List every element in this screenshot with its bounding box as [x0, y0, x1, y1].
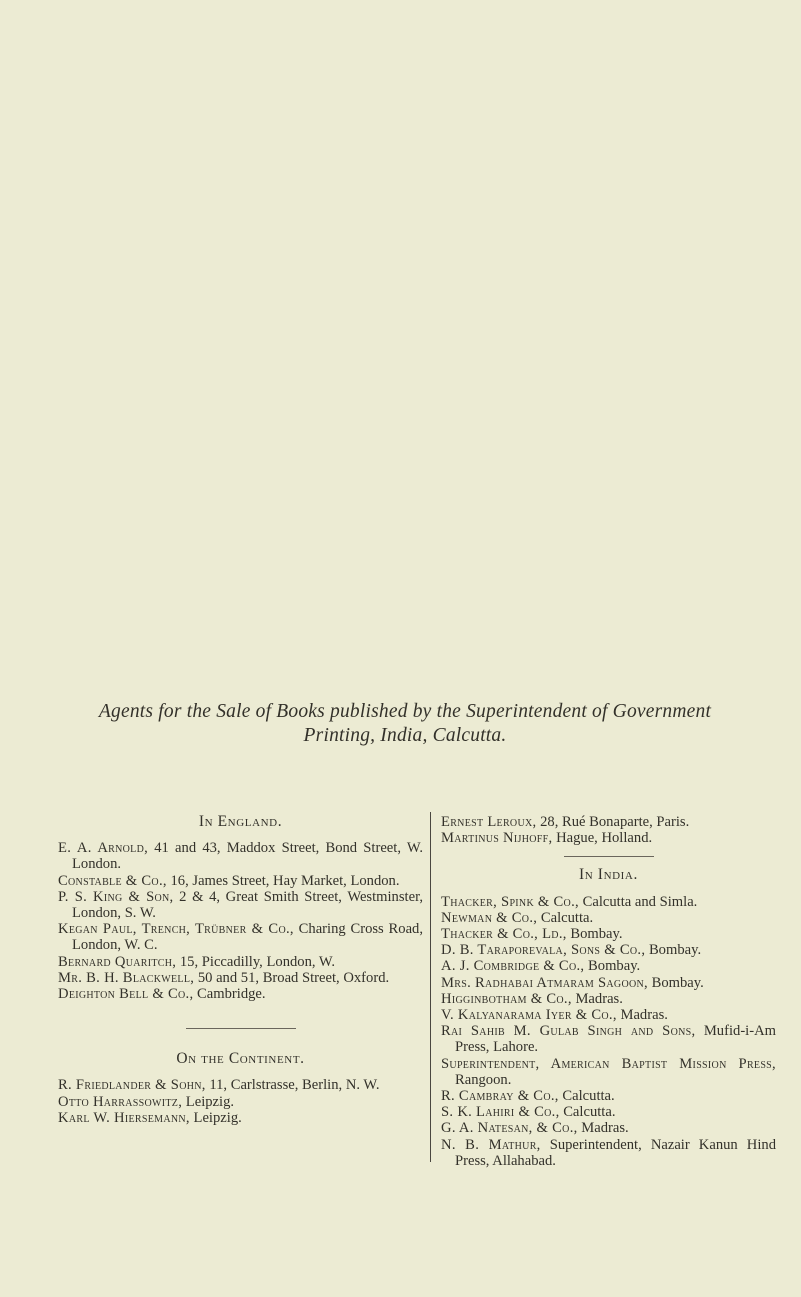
agent-entry: [441, 894, 776, 910]
agent-address: Bombay.: [645, 942, 702, 959]
agent-name: P. S. King & Son,: [58, 888, 174, 905]
page-title: [60, 700, 750, 748]
agent-address: 50 and 51, Broad Street, Oxford.: [194, 969, 390, 986]
agent-address: 2 & 4, Great Smith Street, Westminster, London, S. W.: [72, 888, 423, 922]
agent-name: Kegan Paul, Trench, Trübner & Co.,: [58, 921, 294, 938]
agent-name: G. A. Natesan, & Co.,: [441, 1120, 578, 1137]
title-line-2: Printing, India, Calcutta.: [303, 725, 507, 746]
agent-address: Calcutta and Simla.: [578, 893, 698, 910]
agent-name: Bernard Quaritch,: [58, 953, 177, 970]
agent-entry: [441, 1104, 776, 1120]
agent-name: D. B. Taraporevala, Sons & Co.,: [441, 942, 646, 959]
agent-name: A. J. Combridge & Co.,: [441, 958, 585, 975]
agent-address: 28, Rué Bonaparte, Paris.: [536, 814, 690, 830]
agent-name: Karl W. Hiersemann,: [58, 1109, 190, 1126]
agent-entry: [58, 1094, 423, 1110]
section-rule: [564, 856, 654, 857]
agent-address: 16, James Street, Hay Market, London.: [166, 872, 400, 889]
agent-address: Calcutta.: [559, 1104, 616, 1121]
title-line-1: Agents for the Sale of Books published by the Superintendent of Government: [98, 701, 712, 722]
agent-address: Rangoon.: [455, 1071, 512, 1088]
heading-continent: On the Continent.: [176, 1050, 305, 1068]
agent-entry: [441, 1137, 776, 1169]
agent-address: Bombay.: [566, 926, 623, 943]
agent-entry: [441, 991, 776, 1007]
agent-address: 15, Piccadilly, London, W.: [176, 953, 335, 970]
agent-name: Ernest Leroux,: [441, 814, 537, 830]
agent-entry: [441, 910, 776, 926]
agent-address: Hague, Holland.: [552, 830, 653, 847]
agent-entry: [441, 830, 776, 846]
agent-entry: [441, 926, 776, 942]
agent-entry: [441, 975, 776, 991]
agent-entry: [58, 954, 423, 970]
agent-name: V. Kalyanarama Iyer & Co.,: [441, 1007, 617, 1024]
agent-entry: [441, 1088, 776, 1104]
agent-entry: [58, 1110, 423, 1126]
agent-name: Mrs. Radhabai Atmaram Sagoon,: [441, 974, 648, 991]
agent-entry: [441, 958, 776, 974]
agent-name: Constable & Co.,: [58, 872, 167, 889]
agent-entry: [441, 1056, 776, 1088]
agent-name: E. A. Arnold,: [58, 840, 149, 857]
agent-name: Newman & Co.,: [441, 909, 538, 926]
left-column: [58, 814, 423, 1126]
right-column: [441, 814, 776, 1169]
agent-address: Madras.: [571, 990, 623, 1007]
agent-address: Madras.: [616, 1007, 668, 1024]
heading-india: In India.: [579, 866, 638, 884]
agent-address: Calcutta.: [537, 909, 594, 926]
agent-name: Superintendent, American Baptist Mission Press,: [441, 1055, 776, 1072]
agent-address: Charing Cross Road, London, W. C.: [72, 921, 423, 954]
agent-address: Cambridge.: [193, 986, 266, 1003]
agent-entry: [441, 942, 776, 958]
agent-entry: [58, 970, 423, 986]
column-divider: [430, 812, 431, 1162]
agent-entry: [58, 986, 423, 1002]
agent-name: N. B. Mathur,: [441, 1136, 541, 1153]
agent-address: Bombay.: [647, 974, 704, 991]
agent-address: Leipzig.: [189, 1109, 242, 1126]
agent-name: Otto Harrassowitz,: [58, 1093, 183, 1110]
agent-name: Martinus Nijhoff,: [441, 830, 553, 847]
agent-entry: [58, 1077, 423, 1093]
agent-address: Mufid-i-Am Press, Lahore.: [455, 1023, 776, 1056]
agent-address: Madras.: [577, 1120, 629, 1137]
agent-name: Rai Sahib M. Gulab Singh and Sons,: [441, 1023, 696, 1040]
agent-entry: [58, 889, 423, 921]
agent-address: 11, Carlstrasse, Berlin, N. W.: [205, 1077, 380, 1094]
agent-address: 41 and 43, Maddox Street, Bond Street, W. London.: [72, 840, 423, 873]
agent-name: Higginbotham & Co.,: [441, 990, 572, 1007]
agent-entry: [58, 840, 423, 872]
agent-address: Superintendent, Nazair Kanun Hind Press, Allahabad.: [455, 1136, 776, 1169]
agent-name: Mr. B. H. Blackwell,: [58, 969, 195, 986]
agent-name: R. Friedlander & Sohn,: [58, 1077, 206, 1094]
agent-entry: [441, 1120, 776, 1136]
agent-entry: [441, 1023, 776, 1055]
agent-entry: [58, 873, 423, 889]
agent-name: Thacker, Spink & Co.,: [441, 893, 579, 910]
heading-england: In England.: [198, 813, 283, 830]
agent-address: Bombay.: [584, 958, 641, 975]
agent-name: R. Cambray & Co.,: [441, 1088, 559, 1105]
agent-address: Leipzig.: [182, 1093, 235, 1110]
agent-name: S. K. Lahiri & Co.,: [441, 1104, 560, 1121]
agent-name: Deighton Bell & Co.,: [58, 986, 194, 1003]
agent-entry: [441, 814, 776, 830]
section-rule: [186, 1028, 296, 1029]
agent-name: Thacker & Co., Ld.,: [441, 926, 567, 943]
agent-address: Calcutta.: [558, 1088, 615, 1105]
agent-entry: [441, 1007, 776, 1023]
agent-entry: [58, 921, 423, 953]
